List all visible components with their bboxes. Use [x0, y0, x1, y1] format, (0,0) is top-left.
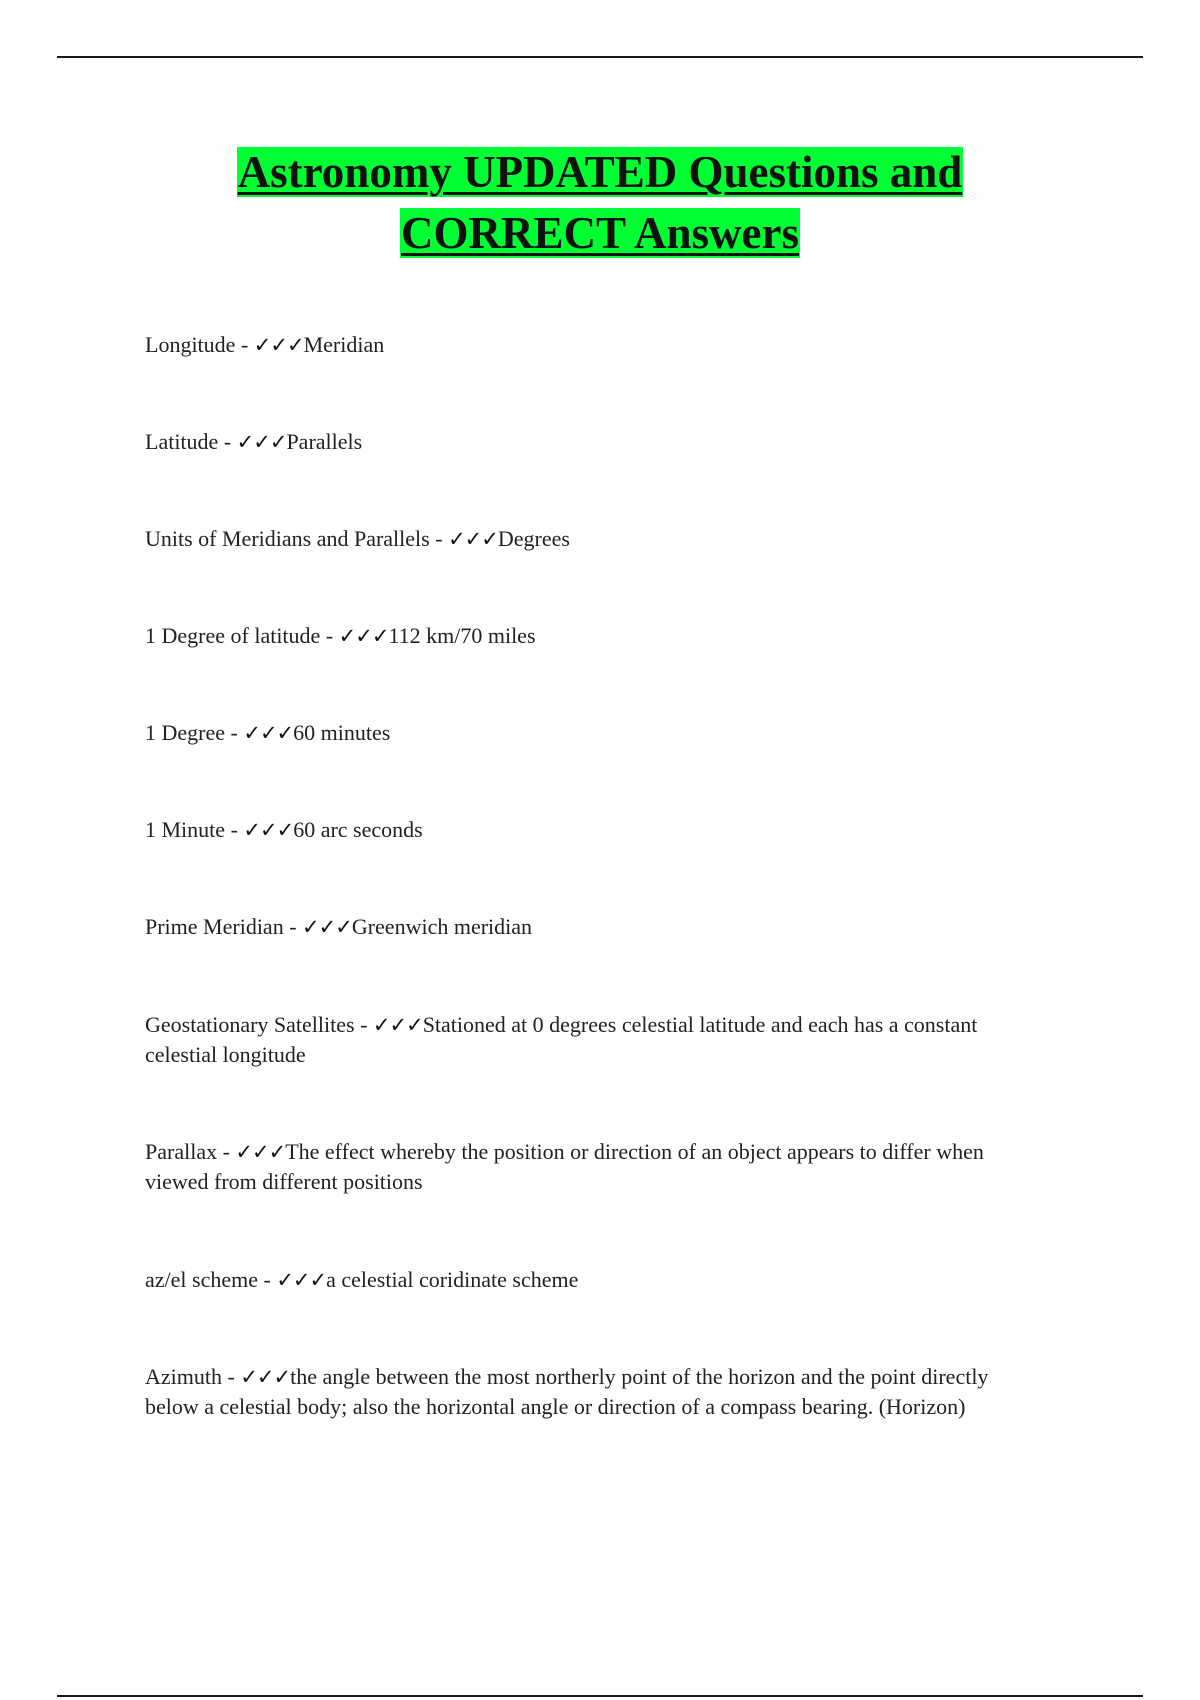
qa-term: az/el scheme — [145, 1267, 258, 1292]
qa-item — [145, 1362, 1045, 1422]
qa-separator: - — [218, 429, 237, 454]
title-line-2: CORRECT Answers — [401, 208, 799, 258]
qa-separator: - — [283, 914, 303, 939]
check-marks-icon: ✓✓✓ — [372, 1013, 423, 1037]
qa-term: 1 Degree of latitude — [145, 623, 321, 648]
qa-item — [145, 330, 1045, 360]
qa-answer: 60 minutes — [293, 720, 391, 745]
qa-term: Prime Meridian — [145, 914, 284, 939]
qa-separator: - — [354, 1012, 373, 1037]
qa-answer: Parallels — [286, 429, 363, 454]
check-marks-icon: ✓✓✓ — [338, 624, 389, 648]
qa-term: Longitude — [145, 332, 236, 357]
qa-item — [145, 718, 1045, 748]
qa-answer: Degrees — [497, 526, 570, 551]
qa-answer: Stationed at 0 degrees celestial latitude and each has a constant celestial longitude — [145, 1012, 978, 1067]
qa-term: Units of Meridians and Parallels — [145, 526, 430, 551]
qa-item — [145, 427, 1045, 457]
check-marks-icon: ✓✓✓ — [240, 1365, 291, 1389]
qa-answer: Meridian — [303, 332, 385, 357]
qa-term: 1 Minute — [145, 817, 226, 842]
qa-answer: a celestial coridinate scheme — [326, 1267, 579, 1292]
header-rule — [57, 56, 1143, 58]
qa-separator: - — [235, 332, 254, 357]
title-line-1: Astronomy UPDATED Questions and — [237, 147, 963, 197]
document-title — [0, 142, 1200, 264]
check-marks-icon: ✓✓✓ — [236, 430, 287, 454]
qa-answer: The effect whereby the position or direction of an object appears to differ when viewed from different positions — [145, 1139, 984, 1194]
check-marks-icon: ✓✓✓ — [243, 818, 294, 842]
qa-separator: - — [320, 623, 339, 648]
check-marks-icon: ✓✓✓ — [253, 333, 304, 357]
qa-answer: the angle between the most northerly point of the horizon and the point directly below a celestial body; also the horizontal angle or direction of a compass bearing. (Horizon) — [145, 1364, 989, 1419]
qa-item — [145, 621, 1045, 651]
qa-term: 1 Degree — [145, 720, 226, 745]
check-marks-icon: ✓✓✓ — [302, 915, 352, 939]
qa-separator: - — [429, 526, 449, 551]
qa-term: Azimuth — [145, 1364, 222, 1389]
qa-item — [145, 1010, 1045, 1070]
qa-term: Geostationary Satellites — [145, 1012, 355, 1037]
footer-rule — [57, 1695, 1143, 1697]
qa-item — [145, 1137, 1045, 1197]
check-marks-icon: ✓✓✓ — [243, 721, 294, 745]
qa-separator: - — [217, 1139, 236, 1164]
qa-term: Parallax — [145, 1139, 218, 1164]
qa-answer: 60 arc seconds — [293, 817, 423, 842]
qa-term: Latitude — [145, 429, 219, 454]
qa-separator: - — [225, 720, 244, 745]
check-marks-icon: ✓✓✓ — [448, 527, 498, 551]
qa-item — [145, 912, 1045, 942]
qa-item — [145, 1265, 1045, 1295]
qa-item — [145, 815, 1045, 845]
qa-answer: Greenwich meridian — [351, 914, 533, 939]
qa-item — [145, 524, 1045, 554]
qa-separator: - — [225, 817, 244, 842]
qa-separator: - — [222, 1364, 241, 1389]
check-marks-icon: ✓✓✓ — [235, 1140, 286, 1164]
check-marks-icon: ✓✓✓ — [276, 1268, 327, 1292]
qa-separator: - — [258, 1267, 277, 1292]
qa-answer: 112 km/70 miles — [388, 623, 536, 648]
